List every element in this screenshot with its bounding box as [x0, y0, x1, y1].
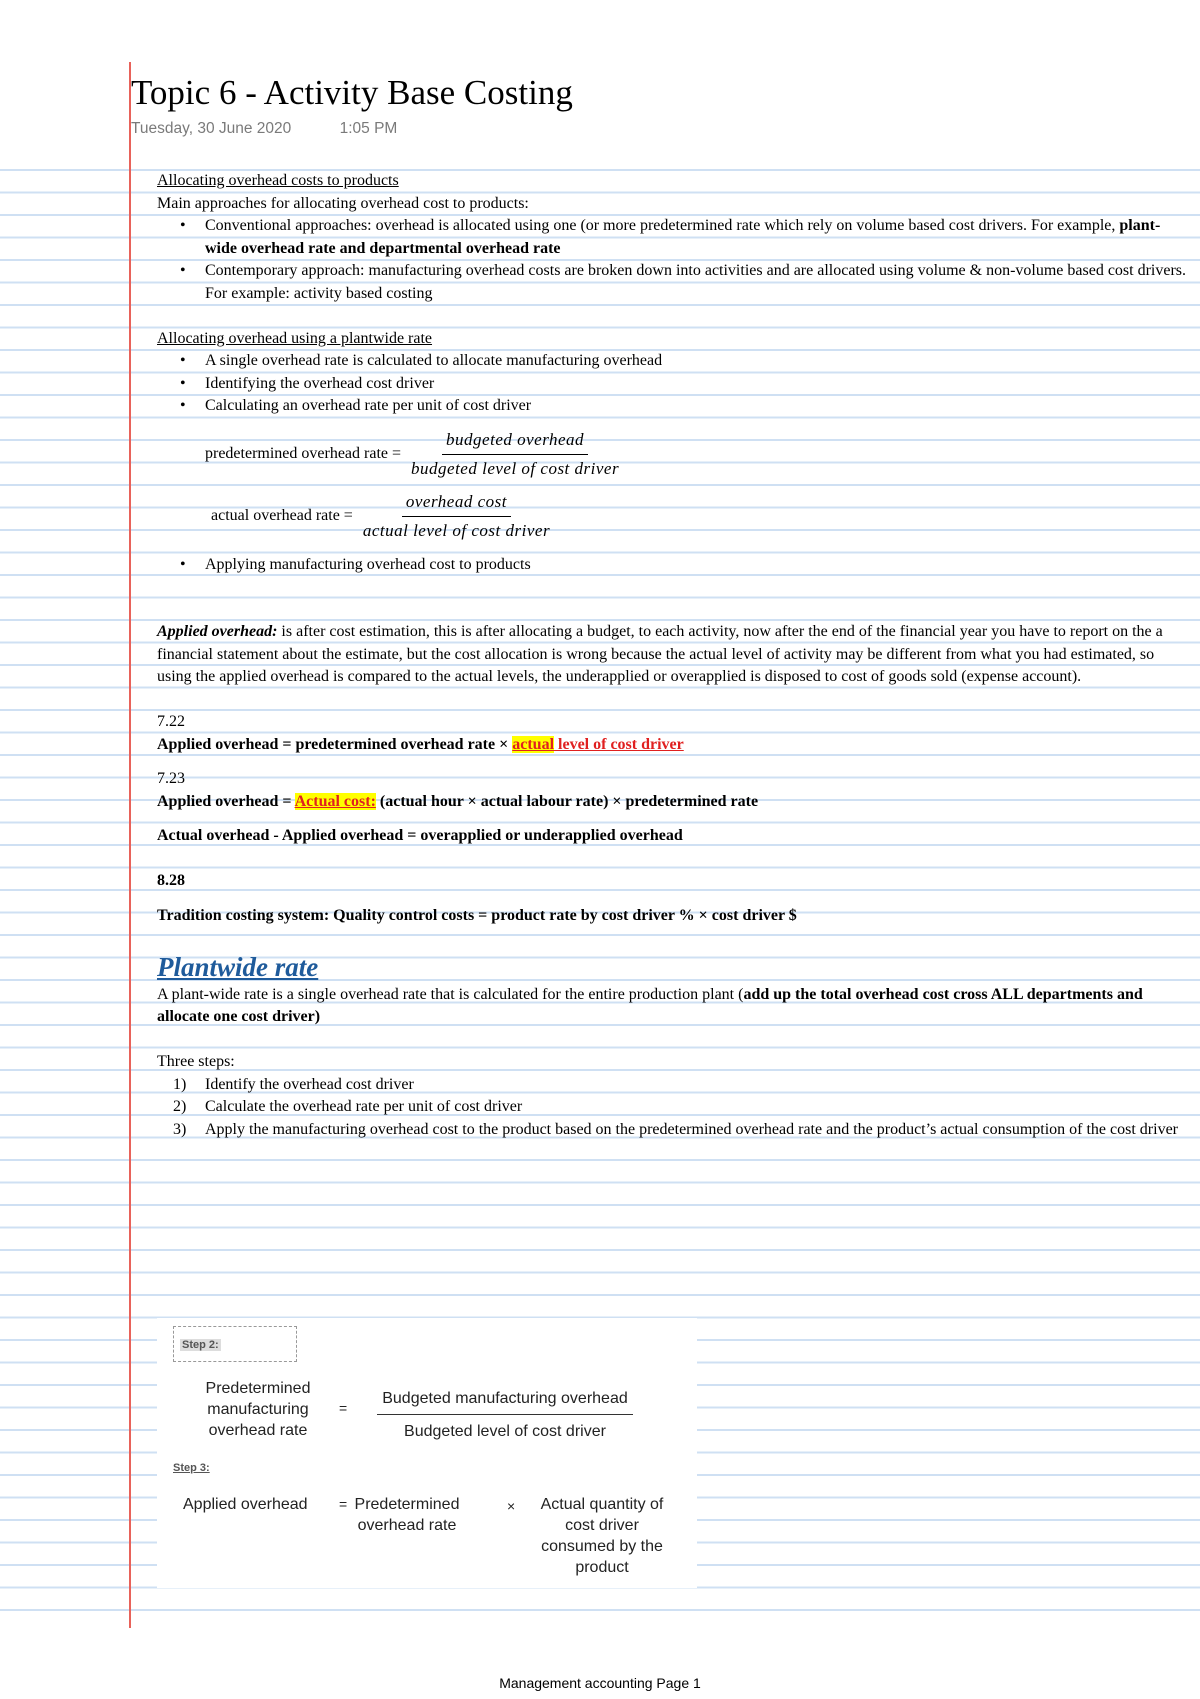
list-item: • Identifying the overhead cost driver [205, 373, 1187, 396]
formula-fraction [359, 491, 554, 542]
conventional-bold: plant-wide overhead rate and departmental overhead rate [205, 217, 1161, 257]
spacer [157, 542, 1187, 554]
spacer [157, 599, 1187, 622]
spacer [157, 480, 1187, 492]
spacer [157, 689, 1187, 712]
three-steps-list [157, 1074, 1187, 1142]
page-datetime [131, 120, 397, 138]
plantwide-rate-heading: Plantwide rate [157, 951, 319, 982]
list-item: • A single overhead rate is calculated to allocate manufacturing overhead [205, 350, 1187, 373]
formula-fraction [407, 429, 623, 480]
figure-numerator: Budgeted manufacturing overhead [377, 1390, 633, 1415]
spacer [157, 893, 1187, 905]
formula-numerator: overhead cost [402, 491, 511, 517]
spacer [157, 927, 1187, 950]
formula-predetermined-rate [157, 430, 1187, 480]
highlight-actual: actual [512, 735, 555, 753]
equals-sign: = [339, 1400, 348, 1416]
spacer [157, 756, 1187, 768]
spacer [157, 813, 1187, 825]
plantwide-steps-list [157, 350, 1187, 418]
formula-label: actual overhead rate = [211, 507, 353, 525]
definition-text: A plant-wide rate is a single overhead rate that is calculated for the entire production plant ( [157, 985, 744, 1003]
list-item: • Calculating an overhead rate per unit of cost driver [205, 395, 1187, 418]
spacer [157, 576, 1187, 599]
formula-text: Applied overhead = predetermined overhead rate × [157, 735, 513, 753]
example-number: 8.28 [157, 872, 185, 889]
formula-text: Applied overhead = [157, 792, 295, 810]
step-text: Apply the manufacturing overhead cost to the product based on the predetermined overhead rate and the product’s actual consumption of the cost driver [205, 1120, 1179, 1138]
applied-overhead-text: is after cost estimation, this is after allocating a budget, to each activity, now after the end of the financial year you have to report on the a financial statement about the estimate, but the cost allocation is wrong because the actual level of activity may be different from what you had estimated, so using the applied overhead is compared to the actual levels, the underapplied or overapplied is disposed to cost of goods sold (expense account). [157, 623, 1163, 685]
over-under-applied-formula: Actual overhead - Applied overhead = overapplied or underapplied overhead [157, 827, 683, 844]
step-number: 2) [173, 1098, 187, 1115]
spacer [157, 418, 1187, 430]
note-content[interactable] [157, 170, 1187, 1141]
red-text: level of cost driver [554, 735, 684, 753]
plantwide-definition [157, 984, 1187, 1029]
applied-overhead-paragraph [157, 621, 1187, 689]
formula-denominator: actual level of cost driver [362, 520, 551, 540]
list-item: • Applying manufacturing overhead cost to products [205, 554, 1187, 577]
highlight-actual-cost: Actual cost: [294, 792, 376, 810]
formula-actual-rate [157, 492, 1187, 542]
predetermined-overhead-rate-label: Predetermined overhead rate [354, 1496, 460, 1534]
figure-denominator: Budgeted level of cost driver [404, 1423, 606, 1440]
three-steps-intro: Three steps: [157, 1053, 235, 1070]
example-number: 7.23 [157, 770, 185, 787]
step-number: 3) [173, 1120, 187, 1138]
conventional-text: Conventional approaches: overhead is allocated using one (or more predetermined rate which rely on volume based cost drivers. For example, [205, 217, 1120, 234]
formula-denominator: budgeted level of cost driver [411, 458, 620, 478]
list-item [173, 1074, 1187, 1097]
step-text: Identify the overhead cost driver [205, 1075, 414, 1093]
section-heading-allocating-costs: Allocating overhead costs to products [157, 172, 399, 189]
step-2-box [173, 1326, 297, 1362]
list-item [205, 215, 1187, 260]
equals-sign: = [339, 1496, 348, 1512]
page-date: Tuesday, 30 June 2020 [131, 120, 292, 137]
formula-label: predetermined overhead rate = [205, 445, 402, 463]
example-828-formula: Tradition costing system: Quality control costs = product rate by cost driver % × cost driver $ [157, 906, 797, 924]
predetermined-rate-label: Predetermined manufacturing overhead rate [205, 1380, 311, 1439]
contemporary-text: Contemporary approach: manufacturing overhead costs are broken down into activities and are allocated using volume & non-volume based cost drivers. [205, 262, 1187, 279]
approaches-list [157, 215, 1187, 305]
step-3-label: Step 3: [173, 1462, 210, 1474]
list-item [173, 1119, 1187, 1142]
spacer [157, 305, 1187, 328]
margin-line [129, 62, 131, 1628]
step-number: 1) [173, 1075, 187, 1093]
page-footer: Management accounting Page 1 [499, 1675, 701, 1691]
example-number: 7.22 [157, 713, 185, 730]
formula-numerator: budgeted overhead [442, 429, 588, 455]
actual-quantity-label: Actual quantity of cost driver consumed by the product [540, 1496, 664, 1576]
section-intro: Main approaches for allocating overhead cost to products: [157, 194, 529, 212]
step-text: Calculate the overhead rate per unit of cost driver [205, 1098, 523, 1115]
example-723-formula [157, 791, 1187, 814]
applied-overhead-label: Applied overhead: [157, 623, 278, 640]
page-time: 1:05 PM [339, 120, 398, 137]
contemporary-example: For example: activity based costing [205, 284, 433, 302]
embedded-formula-image [157, 1318, 697, 1588]
list-item [205, 260, 1187, 305]
section-heading-plantwide: Allocating overhead using a plantwide rate [157, 329, 433, 347]
definition-bold: add up the total overhead cost cross ALL departments and allocate one cost driver) [157, 985, 1143, 1025]
spacer [157, 848, 1187, 871]
page-title: Topic 6 - Activity Base Costing [131, 73, 573, 112]
formula-text: (actual hour × actual labour rate) × predetermined rate [375, 792, 759, 810]
example-722-formula [157, 734, 1187, 757]
step-2-label: Step 2: [182, 1339, 219, 1351]
applied-overhead-label: Applied overhead [183, 1496, 308, 1513]
spacer [157, 1029, 1187, 1052]
list-item [173, 1096, 1187, 1119]
plantwide-steps-list-cont [157, 554, 1187, 577]
times-sign: × [507, 1498, 516, 1514]
